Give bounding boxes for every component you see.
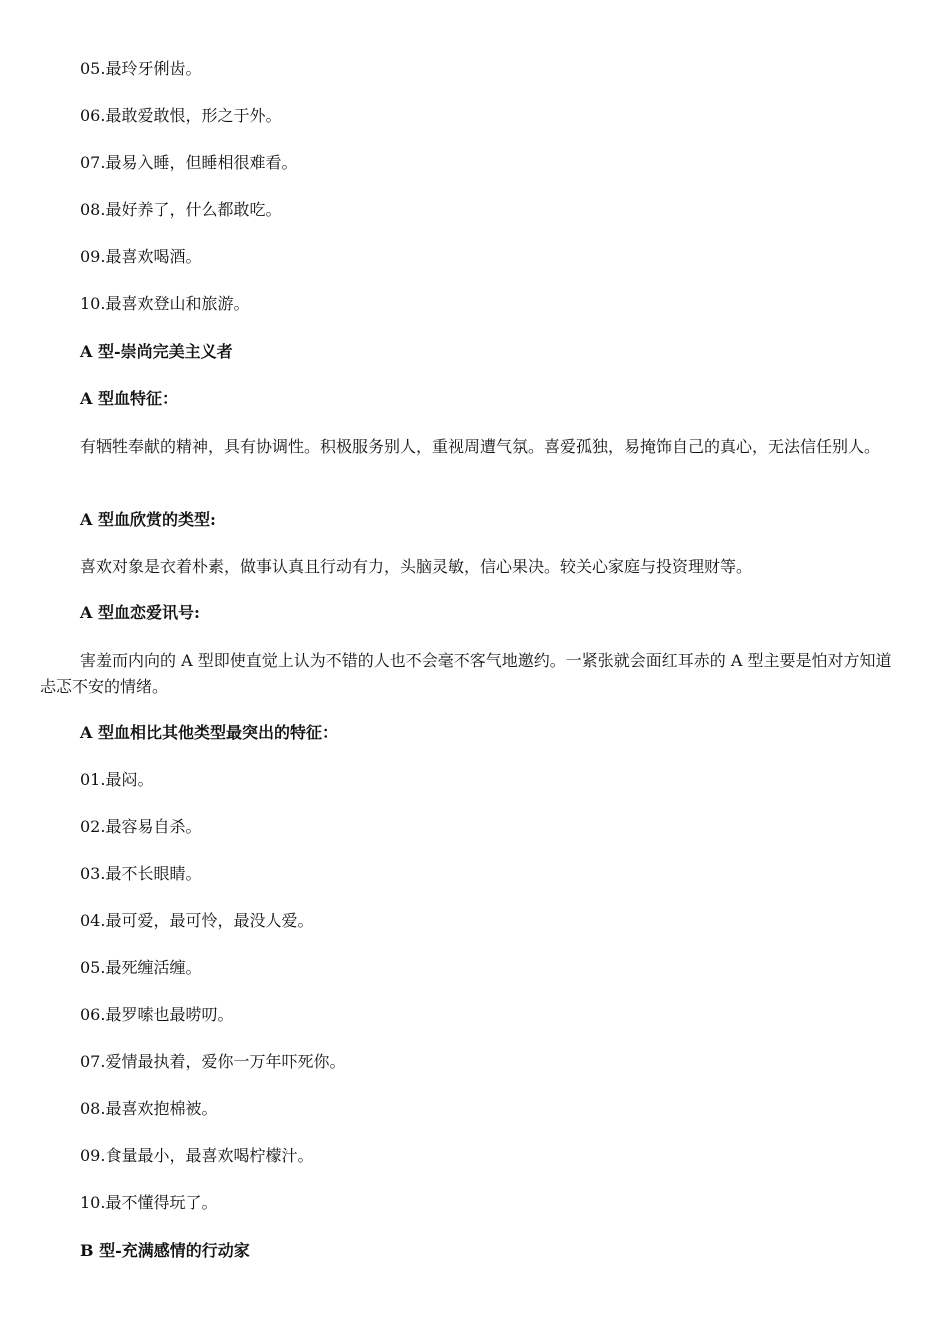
- list-item: 02.最容易自杀。: [80, 817, 202, 836]
- list-item: 10.最喜欢登山和旅游。: [80, 294, 250, 313]
- traits-paragraph: 有牺牲奉献的精神，具有协调性。积极服务别人，重视周遭气氛。喜爱孤独，易掩饰自己的真心，无法信任别人。: [80, 437, 881, 456]
- compare-heading: A 型血相比其他类型最突出的特征：: [80, 723, 338, 742]
- traits-heading: A 型血特征：: [80, 389, 178, 408]
- list-item: 09.最喜欢喝酒。: [80, 247, 202, 266]
- list-item: 09.食量最小，最喜欢喝柠檬汁。: [80, 1146, 314, 1165]
- list-item: 08.最好养了，什么都敢吃。: [80, 200, 282, 219]
- section-heading-b: B 型-充满感情的行动家: [80, 1241, 250, 1260]
- list-item: 05.最玲牙俐齿。: [80, 59, 202, 78]
- love-signal-heading: A 型血恋爱讯号:: [80, 603, 200, 622]
- list-item: 08.最喜欢抱棉被。: [80, 1099, 218, 1118]
- list-item: 07.最易入睡，但睡相很难看。: [80, 153, 298, 172]
- list-item: 06.最敢爱敢恨，形之于外。: [80, 106, 282, 125]
- list-item: 10.最不懂得玩了。: [80, 1193, 218, 1212]
- list-item: 01.最闷。: [80, 770, 154, 789]
- list-item: 05.最死缠活缠。: [80, 958, 202, 977]
- list-item: 07.爱情最执着，爱你一万年吓死你。: [80, 1052, 346, 1071]
- admire-heading: A 型血欣赏的类型:: [80, 510, 216, 529]
- list-item: 04.最可爱，最可怜，最没人爱。: [80, 911, 314, 930]
- list-item: 03.最不长眼睛。: [80, 864, 202, 883]
- admire-paragraph: 喜欢对象是衣着朴素，做事认真且行动有力，头脑灵敏，信心果决。较关心家庭与投资理财等。: [80, 557, 753, 576]
- list-item: 06.最罗嗦也最唠叨。: [80, 1005, 234, 1024]
- love-signal-paragraph: 害羞而内向的 A 型即使直觉上认为不错的人也不会毫不客气地邀约。一紧张就会面红耳赤的 A 型主要是怕对方知道忐忑不安的情绪。: [40, 651, 892, 696]
- section-heading-a: A 型-崇尚完美主义者: [80, 342, 233, 361]
